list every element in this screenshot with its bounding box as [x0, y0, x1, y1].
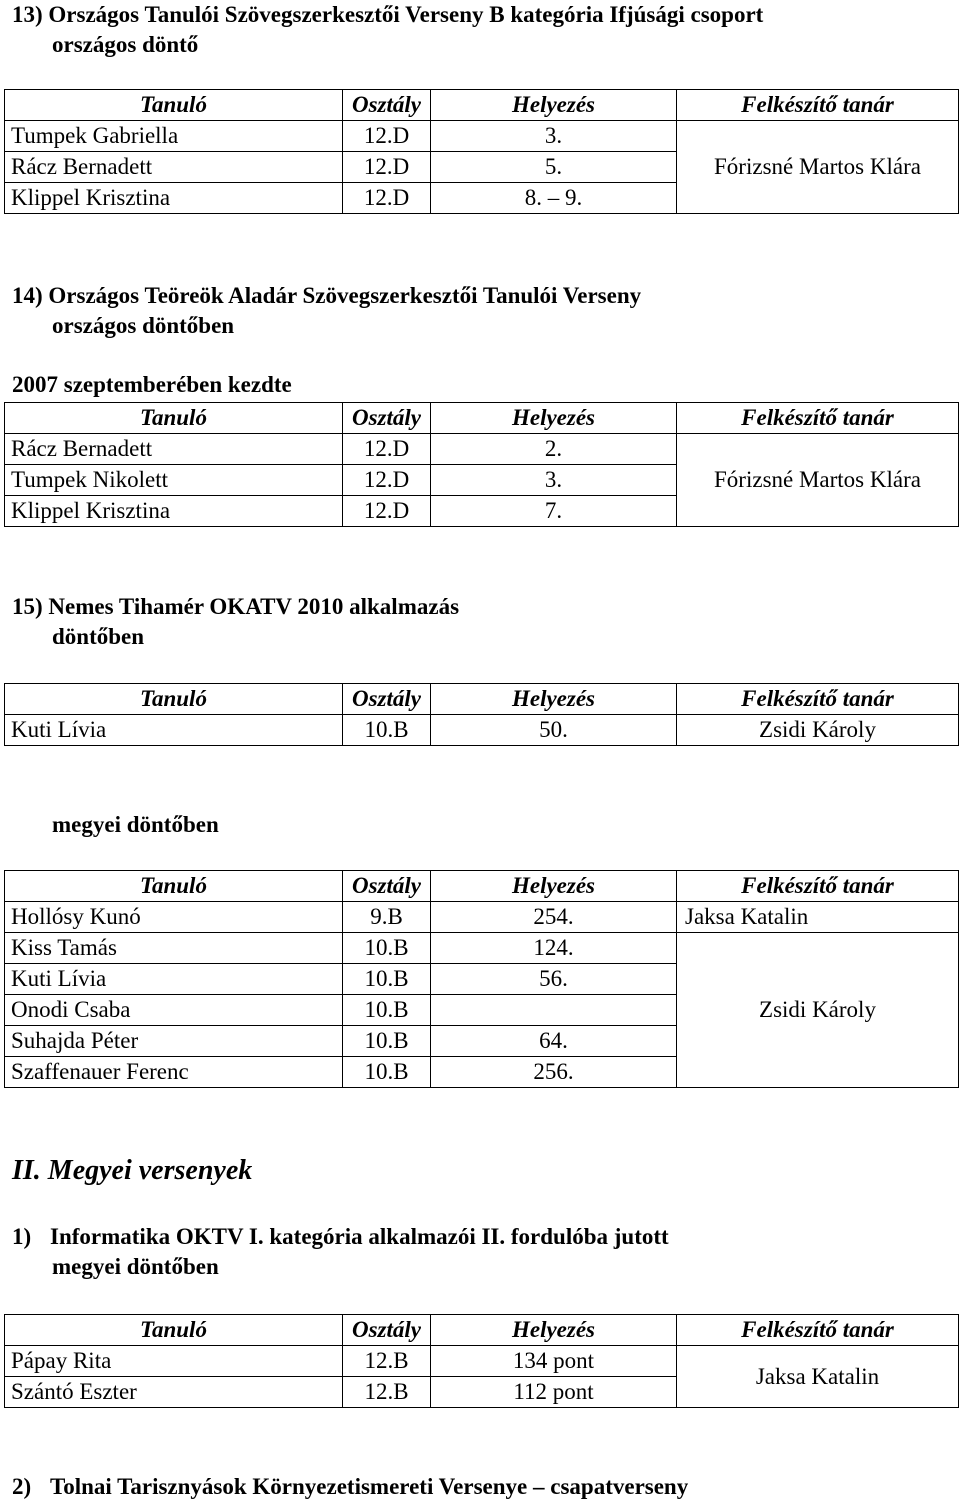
teacher-name: Zsidi Károly [677, 715, 959, 746]
header-student: Tanuló [5, 403, 343, 434]
teacher-name: Fórizsné Martos Klára [677, 434, 959, 527]
student-class: 12.D [343, 434, 431, 465]
student-place: 64. [431, 1026, 677, 1057]
student-name: Rácz Bernadett [5, 152, 343, 183]
student-name: Klippel Krisztina [5, 183, 343, 214]
student-class: 12.D [343, 152, 431, 183]
student-class: 10.B [343, 715, 431, 746]
student-name: Onodi Csaba [5, 995, 343, 1026]
table-header-row [5, 684, 959, 715]
student-class: 12.D [343, 465, 431, 496]
table-row [5, 121, 959, 152]
header-teacher: Felkészítő tanár [677, 1315, 959, 1346]
student-place: 2. [431, 434, 677, 465]
student-name: Klippel Krisztina [5, 496, 343, 527]
student-class: 12.D [343, 121, 431, 152]
header-place: Helyezés [431, 684, 677, 715]
student-place: 124. [431, 933, 677, 964]
section-title: Országos Teöreök Aladár Szövegszerkesztői Tanulói Verseny [48, 283, 642, 308]
results-table-15-county [4, 870, 959, 1088]
header-teacher: Felkészítő tanár [677, 871, 959, 902]
results-table-14 [4, 402, 959, 527]
item-title: Tolnai Tarisznyások Környezetismereti Versenye – csapatverseny [50, 1474, 689, 1499]
table-header-row [5, 90, 959, 121]
header-place: Helyezés [431, 1315, 677, 1346]
item-number: 1) [12, 1224, 32, 1249]
student-name: Suhajda Péter [5, 1026, 343, 1057]
item-2-heading [12, 1472, 688, 1502]
header-class: Osztály [343, 871, 431, 902]
student-name: Kuti Lívia [5, 715, 343, 746]
header-class: Osztály [343, 1315, 431, 1346]
student-name: Pápay Rita [5, 1346, 343, 1377]
student-name: Tumpek Nikolett [5, 465, 343, 496]
section-13-subtitle: országos döntő [52, 32, 199, 57]
item-1-heading [12, 1222, 669, 1252]
results-table-15-final [4, 683, 959, 746]
student-name: Tumpek Gabriella [5, 121, 343, 152]
table-row [5, 933, 959, 964]
student-place: 134 pont [431, 1346, 677, 1377]
student-class: 12.B [343, 1346, 431, 1377]
student-name: Hollósy Kunó [5, 902, 343, 933]
results-table-informatika [4, 1314, 959, 1408]
item-1-subtitle: megyei döntőben [52, 1254, 219, 1279]
header-student: Tanuló [5, 871, 343, 902]
student-place: 112 pont [431, 1377, 677, 1408]
student-name: Rácz Bernadett [5, 434, 343, 465]
student-place: 50. [431, 715, 677, 746]
student-name: Kuti Lívia [5, 964, 343, 995]
section-title: Országos Tanulói Szövegszerkesztői Verseny B kategória Ifjúsági csoport [48, 2, 764, 27]
student-class: 9.B [343, 902, 431, 933]
header-place: Helyezés [431, 90, 677, 121]
section-15-subtitle: döntőben [52, 624, 145, 649]
student-place: 7. [431, 496, 677, 527]
student-place: 3. [431, 465, 677, 496]
header-place: Helyezés [431, 403, 677, 434]
student-place: 3. [431, 121, 677, 152]
teacher-name: Fórizsné Martos Klára [677, 121, 959, 214]
header-teacher: Felkészítő tanár [677, 684, 959, 715]
table-header-row [5, 403, 959, 434]
section-14-note: 2007 szeptemberében kezdte [12, 372, 292, 397]
table-row [5, 902, 959, 933]
section-15-heading [12, 592, 459, 622]
student-place: 256. [431, 1057, 677, 1088]
header-place: Helyezés [431, 871, 677, 902]
teacher-name: Jaksa Katalin [677, 902, 959, 933]
header-teacher: Felkészítő tanár [677, 403, 959, 434]
header-class: Osztály [343, 403, 431, 434]
section-13-heading [12, 0, 763, 30]
student-class: 12.D [343, 496, 431, 527]
student-name: Kiss Tamás [5, 933, 343, 964]
section-number: 15) [12, 594, 43, 619]
table-row [5, 434, 959, 465]
student-name: Szántó Eszter [5, 1377, 343, 1408]
student-class: 10.B [343, 1026, 431, 1057]
student-place: 56. [431, 964, 677, 995]
student-name: Szaffenauer Ferenc [5, 1057, 343, 1088]
header-student: Tanuló [5, 1315, 343, 1346]
item-title: Informatika OKTV I. kategória alkalmazói II. fordulóba jutott [50, 1224, 669, 1249]
section-14-heading [12, 281, 641, 311]
section-14-subtitle: országos döntőben [52, 313, 235, 338]
section-title: Nemes Tihamér OKATV 2010 alkalmazás [48, 594, 460, 619]
section-number: 14) [12, 283, 43, 308]
student-place: 8. – 9. [431, 183, 677, 214]
header-class: Osztály [343, 90, 431, 121]
header-student: Tanuló [5, 90, 343, 121]
header-teacher: Felkészítő tanár [677, 90, 959, 121]
teacher-name: Zsidi Károly [677, 933, 959, 1088]
student-class: 12.D [343, 183, 431, 214]
student-place: 5. [431, 152, 677, 183]
table-row [5, 715, 959, 746]
table-header-row [5, 1315, 959, 1346]
student-class: 12.B [343, 1377, 431, 1408]
student-class: 10.B [343, 995, 431, 1026]
table-row [5, 1346, 959, 1377]
header-student: Tanuló [5, 684, 343, 715]
table-header-row [5, 871, 959, 902]
student-class: 10.B [343, 933, 431, 964]
student-place: 254. [431, 902, 677, 933]
section-number: 13) [12, 2, 43, 27]
section-15-county-subtitle: megyei döntőben [52, 812, 219, 837]
student-class: 10.B [343, 964, 431, 995]
part-2-heading: II. Megyei versenyek [12, 1155, 253, 1186]
student-class: 10.B [343, 1057, 431, 1088]
item-number: 2) [12, 1474, 32, 1499]
teacher-name: Jaksa Katalin [677, 1346, 959, 1408]
header-class: Osztály [343, 684, 431, 715]
results-table-13 [4, 89, 959, 214]
student-place [431, 995, 677, 1026]
